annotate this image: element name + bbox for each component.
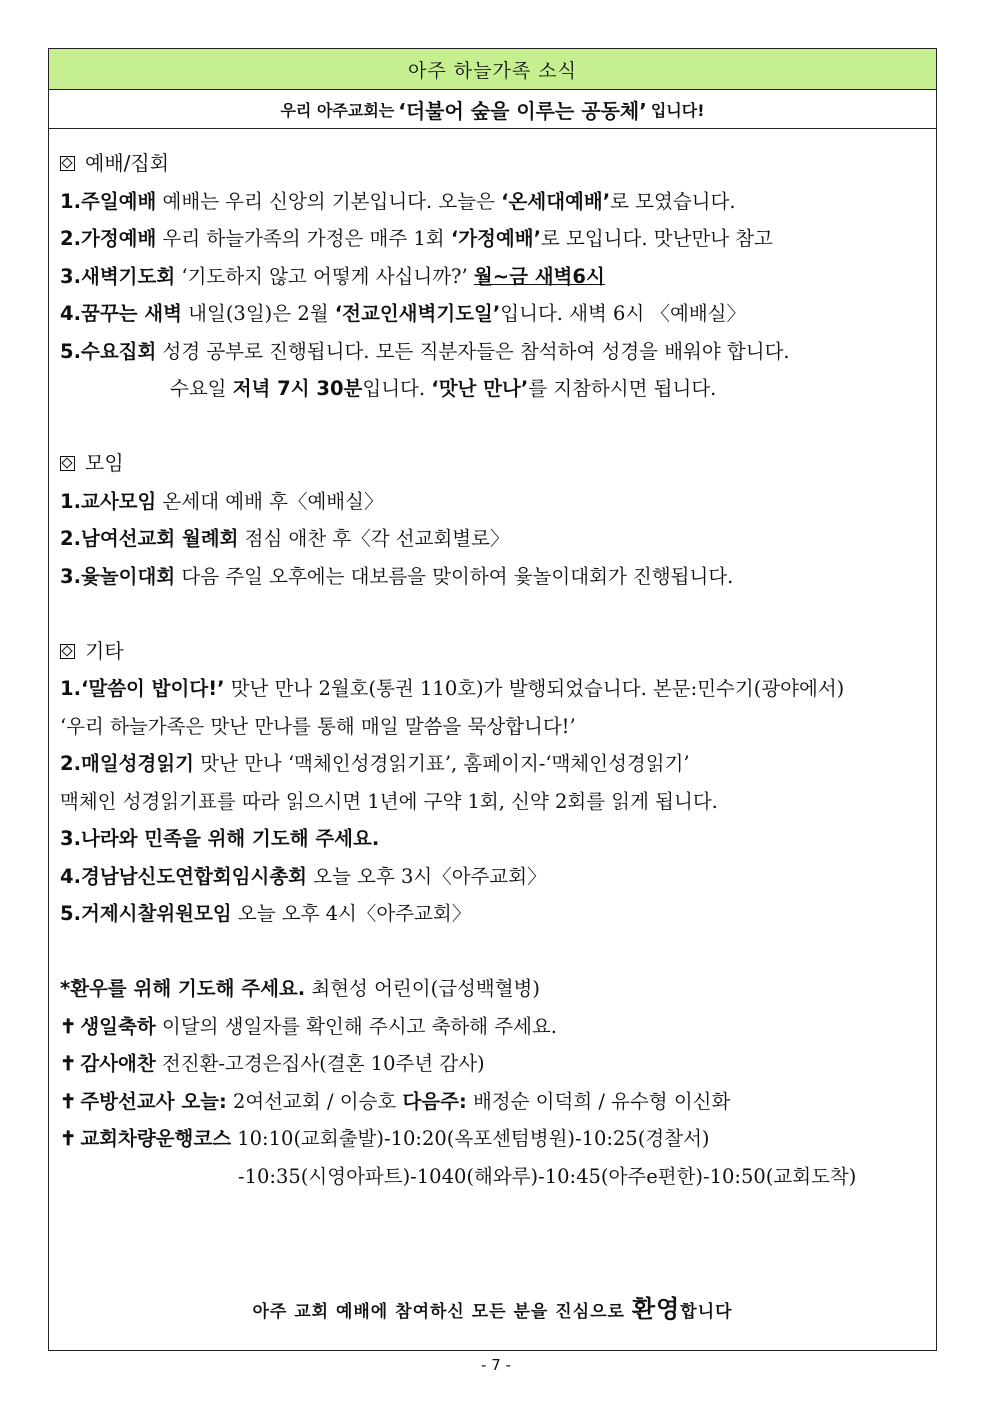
item-text: 전진환-고경은집사(결혼 10주년 감사) (155, 1052, 485, 1075)
subtitle-emphasis: ‘더불어 숲을 이루는 공동체’ (398, 98, 647, 123)
spacer (60, 408, 926, 446)
welcome-message (49, 1289, 936, 1324)
item-text: 온세대 예배 후〈예배실〉 (156, 489, 384, 513)
etc-item-1 (60, 670, 926, 708)
bulletin-title (49, 49, 936, 90)
item-text: 배정순 이덕희 / 유수형 이신화 (466, 1089, 731, 1113)
bulletin-content (60, 145, 926, 1195)
diamond-bullet-icon (60, 456, 75, 471)
meeting-item-1 (60, 483, 926, 521)
item-text: ‘기도하지 않고 어떻게 사십니까?’ (175, 264, 474, 288)
item-text: 내일(3일)은 2월 (181, 302, 335, 325)
etc-item-5 (60, 895, 926, 933)
item-label: 생일축하 (80, 1014, 156, 1038)
section-heading-worship (60, 145, 926, 183)
item-label: 2.남여선교회 월례회 (60, 527, 239, 550)
etc-item-2 (60, 745, 926, 783)
item-text: 맛난 만나 2월호(통권 110호)가 발행되었습니다. 본문:민수기(광야에서) (224, 677, 845, 700)
item-text: 오늘 오후 3시〈아주교회〉 (307, 864, 547, 888)
item-text: 예배는 우리 신앙의 기본입니다. 오늘은 (156, 189, 502, 213)
item-label: 다음주: (402, 1089, 467, 1113)
spacer (60, 595, 926, 633)
heading-text: 기타 (85, 638, 124, 663)
worship-item-4 (60, 295, 926, 333)
item-label: 5.수요집회 (60, 339, 157, 363)
item-text: 입니다. (362, 377, 432, 400)
cross-icon: ✝ (60, 1052, 77, 1075)
bulletin-frame (48, 48, 937, 1351)
item-label: 2.매일성경읽기 (60, 752, 194, 775)
etc-item-1-cont (60, 708, 926, 746)
item-text: 오늘 오후 4시〈아주교회〉 (231, 902, 472, 925)
birthday-notice (60, 1008, 926, 1046)
worship-item-2 (60, 220, 926, 258)
item-label: 교회차량운행코스 (80, 1127, 232, 1150)
item-text: ‘우리 하늘가족은 맛난 만나를 통해 매일 말씀을 묵상합니다!’ (60, 714, 576, 738)
welcome-text: 아주 교회 예배에 참여하신 모든 분을 진심으로 (252, 1302, 632, 1322)
item-label: 3.새벽기도회 (60, 264, 176, 288)
item-emphasis: ‘전교인새벽기도일’ (334, 302, 501, 325)
thanks-notice (60, 1045, 926, 1083)
worship-item-5-cont (60, 370, 926, 408)
section-heading-etc (60, 633, 926, 671)
item-text: 10:10(교회출발)-10:20(옥포센텀병원)-10:25(경찰서) (231, 1127, 710, 1150)
item-text: 맛난 만나 ‘맥체인성경읽기표’, 홈페이지-‘맥체인성경읽기’ (194, 752, 690, 775)
spacer (60, 933, 926, 971)
item-text: 입니다. 새벽 6시 〈예배실〉 (500, 302, 747, 325)
item-label: 감사애찬 (80, 1052, 156, 1075)
car-route-notice (60, 1120, 926, 1158)
item-emphasis: ‘온세대예배’ (501, 189, 611, 213)
welcome-emphasis: 환영 (631, 1295, 681, 1323)
worship-item-3 (60, 258, 926, 296)
subtitle-pre: 우리 아주교회는 (280, 100, 395, 120)
item-label: *환우를 위해 기도해 주세요. (60, 977, 306, 1000)
item-text: 로 모입니다. 맛난만나 참고 (540, 227, 773, 250)
item-text: 수요일 (170, 377, 233, 400)
item-text: 이달의 생일자를 확인해 주시고 축하해 주세요. (155, 1014, 557, 1038)
cross-icon: ✝ (60, 1089, 77, 1113)
etc-item-4 (60, 858, 926, 896)
item-text: 로 모였습니다. (610, 189, 736, 213)
title-text: 아주 하늘가족 소식 (408, 59, 577, 82)
worship-item-5 (60, 333, 926, 371)
etc-item-3 (60, 820, 926, 858)
item-emphasis: 저녁 7시 30분 (232, 377, 363, 400)
etc-item-2-cont (60, 783, 926, 821)
item-label: 1.교사모임 (60, 489, 157, 513)
diamond-bullet-icon (60, 156, 75, 171)
heading-text: 예배/집회 (85, 151, 170, 175)
item-text: 다음 주일 오후에는 대보름을 맞이하여 윷놀이대회가 진행됩니다. (175, 564, 734, 588)
cross-icon: ✝ (60, 1014, 77, 1038)
item-text: 성경 공부로 진행됩니다. 모든 직분자들은 참석하여 성경을 배워야 합니다. (156, 339, 790, 363)
kitchen-notice (60, 1083, 926, 1121)
page-number: - 7 - (481, 1356, 511, 1374)
prayer-request (60, 970, 926, 1008)
item-label: 5.거제시찰위원모임 (60, 902, 232, 925)
item-label: 4.꿈꾸는 새벽 (60, 302, 182, 325)
item-label: 주방선교사 오늘: (80, 1089, 227, 1113)
item-label: 1.‘말씀이 밥이다!’ (60, 677, 225, 700)
item-text: 점심 애찬 후〈각 선교회별로〉 (238, 527, 510, 550)
item-text: 최현성 어린이(급성백혈병) (305, 977, 541, 1000)
cross-icon: ✝ (60, 1127, 77, 1150)
worship-item-1 (60, 183, 926, 221)
diamond-bullet-icon (60, 644, 75, 659)
item-text: 우리 하늘가족의 가정은 매주 1회 (156, 227, 451, 250)
item-label: 4.경남남신도연합회임시총회 (60, 864, 308, 888)
welcome-text: 합니다 (680, 1302, 733, 1322)
item-emphasis: ‘맛난 만나’ (431, 377, 529, 400)
item-emphasis: 월~금 새벽6시 (473, 264, 605, 288)
item-text: -10:35(시영아파트)-1040(해와루)-10:45(아주e편한)-10:50(교회도착) (238, 1164, 857, 1188)
meeting-item-3 (60, 558, 926, 596)
meeting-item-2 (60, 520, 926, 558)
subtitle-post: 입니다! (650, 100, 705, 120)
item-text: 2여선교회 / 이승호 (226, 1089, 403, 1113)
item-label: 2.가정예배 (60, 227, 157, 250)
item-label: 3.윷놀이대회 (60, 564, 176, 588)
heading-text: 모임 (85, 451, 124, 475)
item-emphasis: ‘가정예배’ (450, 227, 541, 250)
car-route-cont (60, 1158, 926, 1196)
section-heading-meetings (60, 445, 926, 483)
bulletin-subtitle (49, 90, 936, 129)
item-label: 1.주일예배 (60, 189, 157, 213)
item-label: 3.나라와 민족을 위해 기도해 주세요. (60, 827, 380, 850)
item-text: 맥체인 성경읽기표를 따라 읽으시면 1년에 구약 1회, 신약 2회를 읽게 됩니다. (60, 789, 718, 813)
item-text: 를 지참하시면 됩니다. (528, 377, 717, 400)
